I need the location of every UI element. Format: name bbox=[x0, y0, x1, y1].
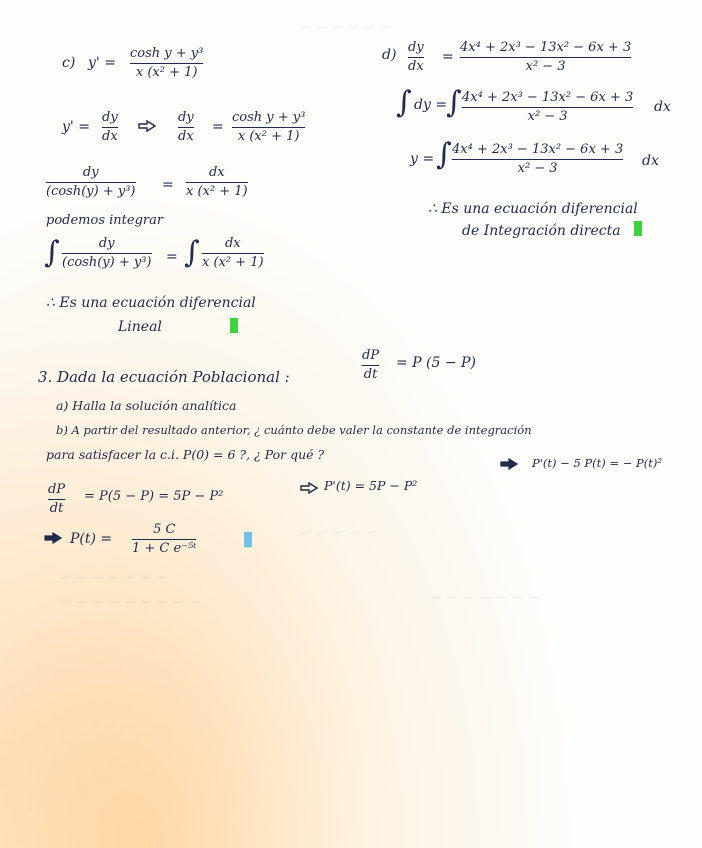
fraction-bar bbox=[362, 365, 379, 366]
denominator: x (x² + 1) bbox=[186, 183, 248, 199]
fraction-bar bbox=[46, 182, 136, 183]
green-highlight-mark bbox=[634, 221, 642, 236]
part-c-podemos: podemos integrar bbox=[46, 213, 164, 228]
part-d-eq2-lhs: dy = bbox=[414, 97, 448, 113]
fraction-bar bbox=[462, 107, 633, 108]
equals-sign: = bbox=[166, 249, 178, 265]
problem3-solution-fraction bbox=[132, 522, 196, 556]
numerator: dy bbox=[98, 236, 115, 251]
part-c-eq2-lhs: y' = bbox=[62, 119, 90, 135]
denominator: x (x² + 1) bbox=[237, 128, 300, 144]
part-d-eq3-dx: dx bbox=[642, 153, 659, 169]
part-d-eq3-fraction bbox=[452, 142, 623, 176]
denominator: x (x² + 1) bbox=[135, 64, 198, 80]
problem3-heading: 3. Dada la ecuación Poblacional : bbox=[38, 368, 290, 386]
numerator: cosh y + y³ bbox=[130, 46, 204, 61]
denominator: (cosh(y) + y³) bbox=[46, 183, 136, 199]
part-c-eq3-right bbox=[186, 165, 248, 199]
part-c-eq2-derivative bbox=[102, 110, 118, 144]
part-c-label: c) bbox=[62, 55, 76, 71]
part-d-eq1-derivative bbox=[408, 40, 424, 74]
equals-sign: = bbox=[442, 49, 454, 65]
problem3-eq-derivative bbox=[362, 348, 379, 382]
numerator: 4x⁴ + 2x³ − 13x² − 6x + 3 bbox=[462, 90, 634, 105]
bleed-through-text: ~ ~ ~ ~ ~ ~ ~ bbox=[60, 570, 169, 586]
fraction-bar bbox=[186, 182, 248, 183]
numerator: dy bbox=[102, 110, 118, 125]
denominator: dx bbox=[408, 58, 424, 74]
part-d-eq3-lhs: y = bbox=[410, 151, 435, 167]
numerator: 4x⁴ + 2x³ − 13x² − 6x + 3 bbox=[452, 142, 624, 157]
problem3-part-b-line2: para satisfacer la c.i. P(0) = 6 ?, ¿ Por qué ? bbox=[46, 447, 325, 462]
problem3-part-a: a) Halla la solución analítica bbox=[56, 398, 237, 413]
problem3-work1-derivative bbox=[48, 482, 65, 516]
arrow-right-icon bbox=[500, 458, 518, 470]
fraction-bar bbox=[132, 539, 196, 540]
numerator: 4x⁴ + 2x³ − 13x² − 6x + 3 bbox=[460, 40, 632, 55]
equals-sign: = bbox=[212, 119, 224, 135]
fraction-bar bbox=[452, 159, 623, 160]
fraction-bar bbox=[202, 253, 264, 254]
denominator: dx bbox=[178, 128, 194, 144]
denominator: (cosh(y) + y³) bbox=[62, 254, 152, 270]
numerator: dy bbox=[408, 40, 424, 55]
bleed-through-text: ~ ~ ~ ~ ~ bbox=[300, 525, 377, 541]
part-d-conclusion-line2: de Integración directa bbox=[462, 223, 621, 239]
arrow-right-icon bbox=[138, 120, 156, 132]
arrow-right-icon bbox=[44, 532, 62, 544]
denominator: dt bbox=[363, 366, 378, 382]
denominator: dt bbox=[49, 500, 64, 516]
problem3-eq-rhs: = P (5 − P) bbox=[396, 355, 476, 371]
numerator: cosh y + y³ bbox=[232, 110, 306, 125]
problem3-solution-lhs: P(t) = bbox=[70, 531, 113, 547]
fraction-bar bbox=[102, 127, 118, 128]
denominator: 1 + C e⁻⁵ᵗ bbox=[132, 540, 197, 556]
problem3-work2: P'(t) = 5P − P² bbox=[324, 478, 418, 493]
fraction-bar bbox=[232, 127, 305, 128]
bleed-through-text: ~ ~ ~ ~ ~ ~ bbox=[300, 20, 393, 36]
fraction-bar bbox=[460, 57, 631, 58]
fraction-bar bbox=[408, 57, 424, 58]
part-c-eq3-left bbox=[46, 165, 136, 199]
integral-sign: ∫ bbox=[446, 85, 462, 120]
green-highlight-mark bbox=[230, 318, 238, 333]
problem3-work3: P'(t) − 5 P(t) = − P(t)² bbox=[532, 456, 662, 470]
part-c-eq4-right bbox=[202, 236, 264, 270]
denominator: x² − 3 bbox=[525, 58, 566, 74]
fraction-bar bbox=[178, 127, 194, 128]
part-d-eq2-dx: dx bbox=[654, 99, 671, 115]
arrow-right-icon bbox=[300, 482, 318, 494]
integral-sign: ∫ bbox=[44, 235, 60, 270]
numerator: dy bbox=[82, 165, 99, 180]
bleed-through-text: ~ ~ ~ ~ ~ ~ ~ ~ ~ bbox=[60, 595, 202, 611]
numerator: dP bbox=[48, 482, 66, 497]
problem3-part-b-line1: b) A partir del resultado anterior, ¿ cuánto debe valer la constante de integración bbox=[56, 423, 532, 437]
blue-highlight-mark bbox=[244, 532, 252, 547]
part-d-label: d) bbox=[382, 47, 397, 63]
part-c-conclusion-line2: Lineal bbox=[118, 319, 162, 335]
part-c-eq2-fraction bbox=[232, 110, 305, 144]
denominator: dx bbox=[102, 128, 118, 144]
denominator: x (x² + 1) bbox=[202, 254, 264, 270]
fraction-bar bbox=[48, 499, 65, 500]
denominator: x² − 3 bbox=[527, 108, 568, 124]
numerator: dx bbox=[208, 165, 225, 180]
part-c-eq1-fraction bbox=[130, 46, 203, 80]
part-d-eq1-fraction bbox=[460, 40, 631, 74]
bleed-through-text: ~ ~ ~ ~ ~ ~ ~ bbox=[430, 590, 539, 606]
denominator: x² − 3 bbox=[517, 160, 558, 176]
part-c-conclusion-line1: ∴ Es una ecuación diferencial bbox=[46, 295, 256, 311]
equals-sign: = bbox=[162, 177, 174, 193]
numerator: dx bbox=[224, 236, 241, 251]
problem3-work1-rhs: = P(5 − P) = 5P − P² bbox=[84, 489, 224, 504]
fraction-bar bbox=[62, 253, 152, 254]
part-c-eq1-lhs: y' = bbox=[88, 55, 116, 71]
integral-sign: ∫ bbox=[396, 85, 412, 120]
integral-sign: ∫ bbox=[184, 235, 200, 270]
fraction-bar bbox=[130, 63, 203, 64]
part-d-conclusion-line1: ∴ Es una ecuación diferencial bbox=[428, 201, 638, 217]
integral-sign: ∫ bbox=[436, 137, 452, 172]
part-c-eq2-derivative-2 bbox=[178, 110, 194, 144]
numerator: dP bbox=[362, 348, 380, 363]
numerator: dy bbox=[178, 110, 194, 125]
part-c-eq4-left bbox=[62, 236, 152, 270]
part-d-eq2-fraction bbox=[462, 90, 633, 124]
numerator: 5 C bbox=[153, 522, 176, 537]
